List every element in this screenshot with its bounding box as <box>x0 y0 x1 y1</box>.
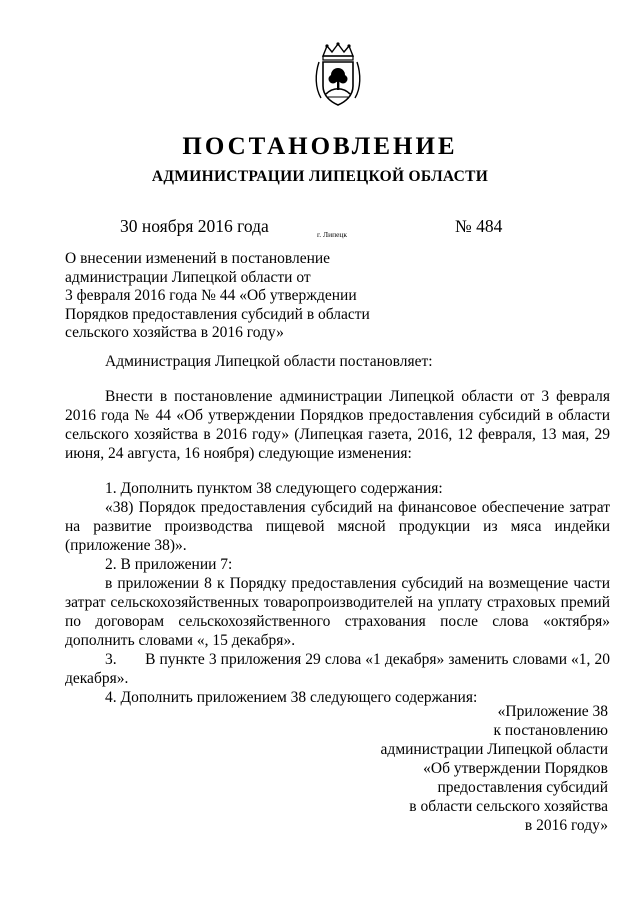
document-date: 30 ноября 2016 года <box>120 216 269 236</box>
appendix-line: предоставления субсидий <box>437 779 608 796</box>
intro-paragraph: Внести в постановление администрации Липецкой области от 3 февраля 2016 года № 44 «Об утверждении Порядков предоставления субсидий в области сельского хозяйства в 2016 году» (Липецкая газета, 2016, 12 февраля, 13 мая, 29 июня, 24 августа, 16 ноября) следующие изменения: <box>65 388 610 462</box>
document-subtitle: АДМИНИСТРАЦИИ ЛИПЕЦКОЙ ОБЛАСТИ <box>151 168 489 185</box>
subject-line: О внесении изменений в постановление <box>65 250 331 267</box>
appendix-line: «Об утверждении Порядков <box>423 760 608 777</box>
appendix-line: «Приложение 38 <box>497 703 608 720</box>
item-1: 1. Дополнить пунктом 38 следующего содержания: <box>105 480 443 497</box>
subject-line: Порядков предоставления субсидий в области <box>65 305 370 323</box>
document-body <box>65 352 610 707</box>
item-2-text: в приложении 8 к Порядку предоставления субсидий на возмещение части затрат сельскохозяйственных товаропроизводителей на уплату страховых премий по договорам сельскохозяйственного страхования после слова «октября» дополнить словами «, 15 декабря». <box>65 575 610 649</box>
document-city: г. Липецк <box>317 230 348 239</box>
subject-line: сельского хозяйства в 2016 году» <box>65 324 284 342</box>
decree-line: Администрация Липецкой области постановляет: <box>105 353 433 370</box>
subject-line: 3 февраля 2016 года № 44 «Об утверждении <box>65 287 357 305</box>
item-3-number: 3. <box>105 651 117 668</box>
item-3-text: В пункте 3 приложения 29 слова «1 декабря» заменить словами «1, 20 декабря». <box>65 651 611 687</box>
item-3 <box>65 650 610 688</box>
subject-line: администрации Липецкой области от <box>65 268 311 286</box>
appendix-line: в области сельского хозяйства <box>409 798 608 815</box>
item-4: 4. Дополнить приложением 38 следующего содержания: <box>105 689 478 706</box>
appendix-line: администрации Липецкой области <box>380 741 608 758</box>
document-subject <box>65 250 395 343</box>
item-1-text: «38) Порядок предоставления субсидий на финансовое обеспечение затрат на развитие производства пищевой мясной продукции из мяса индейки (приложение 38)». <box>65 499 610 554</box>
appendix-header <box>308 702 608 835</box>
document-title: ПОСТАНОВЛЕНИЕ <box>182 133 458 160</box>
item-2: 2. В приложении 7: <box>105 556 233 573</box>
appendix-line: в 2016 году» <box>524 817 608 834</box>
coat-of-arms-icon <box>313 42 363 108</box>
appendix-line: к постановлению <box>493 722 608 739</box>
document-number: № 484 <box>455 216 503 236</box>
